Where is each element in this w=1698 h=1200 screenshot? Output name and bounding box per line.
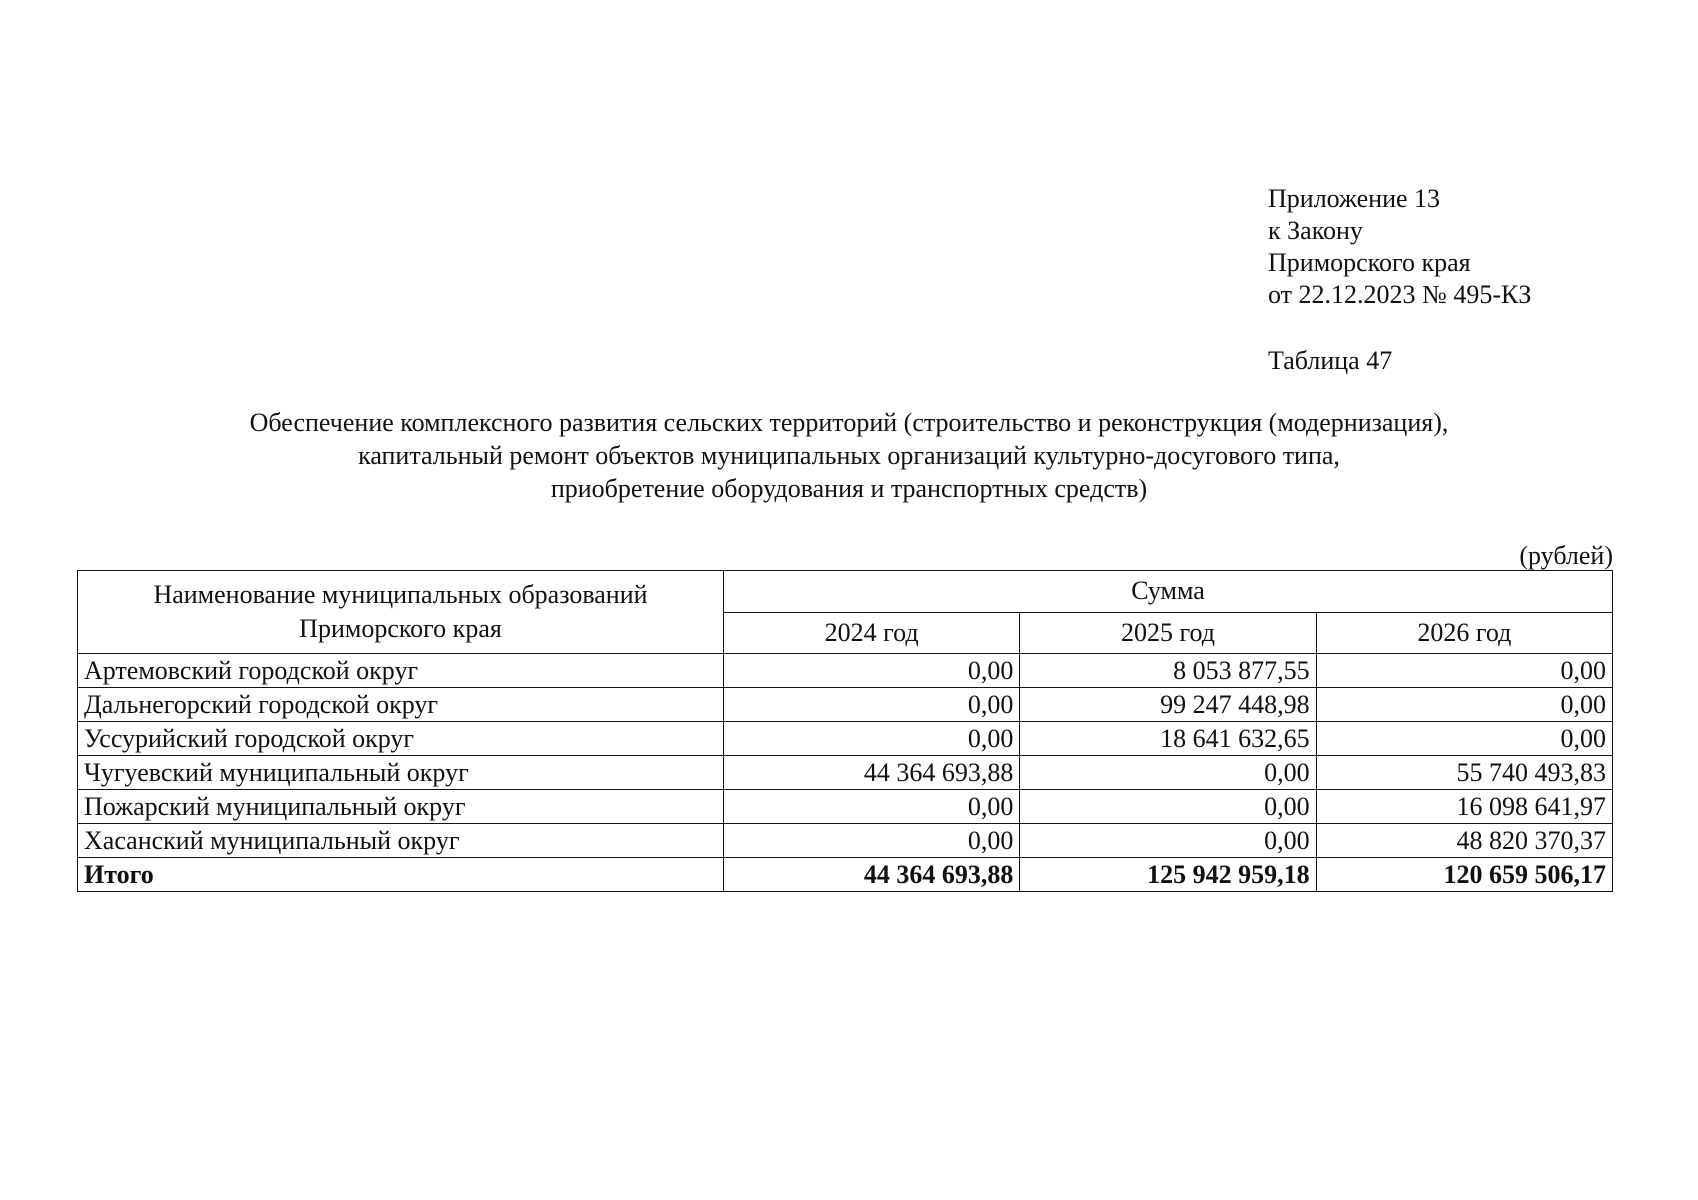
table-row <box>78 722 1613 756</box>
amount-2025: 99 247 448,98 <box>1020 688 1316 722</box>
table-number: Таблица 47 <box>1268 346 1393 375</box>
amount-2026: 0,00 <box>1316 722 1612 756</box>
appendix-line: от 22.12.2023 № 495-КЗ <box>1268 280 1532 309</box>
appendix-reference <box>1268 183 1531 311</box>
budget-table <box>77 570 1613 892</box>
table-row <box>78 654 1613 688</box>
name-header-line: Приморского края <box>299 614 502 643</box>
amount-2026: 0,00 <box>1316 654 1612 688</box>
table-header-row <box>78 571 1613 613</box>
sum-column-header: Сумма <box>724 571 1613 613</box>
amount-2024: 0,00 <box>724 688 1020 722</box>
appendix-line: Приморского края <box>1268 248 1471 277</box>
title-line: капитальный ремонт объектов муниципальных организаций культурно-досугового типа, <box>358 441 1340 470</box>
amount-2024: 0,00 <box>724 824 1020 858</box>
amount-2026: 48 820 370,37 <box>1316 824 1612 858</box>
municipality-name: Хасанский муниципальный округ <box>78 824 724 858</box>
amount-2025: 18 641 632,65 <box>1020 722 1316 756</box>
amount-2024: 0,00 <box>724 790 1020 824</box>
table-row <box>78 824 1613 858</box>
amount-2025: 8 053 877,55 <box>1020 654 1316 688</box>
amount-2025: 0,00 <box>1020 824 1316 858</box>
name-column-header <box>78 571 724 654</box>
year-header-2026: 2026 год <box>1316 612 1612 654</box>
municipality-name: Пожарский муниципальный округ <box>78 790 724 824</box>
municipality-name: Артемовский городской округ <box>78 654 724 688</box>
year-header-2024: 2024 год <box>724 612 1020 654</box>
total-2024: 44 364 693,88 <box>724 858 1020 892</box>
year-header-2025: 2025 год <box>1020 612 1316 654</box>
amount-2024: 0,00 <box>724 722 1020 756</box>
table-row <box>78 790 1613 824</box>
total-label: Итого <box>78 858 724 892</box>
municipality-name: Дальнегорский городской округ <box>78 688 724 722</box>
amount-2026: 55 740 493,83 <box>1316 756 1612 790</box>
appendix-line: Приложение 13 <box>1268 184 1441 213</box>
total-2026: 120 659 506,17 <box>1316 858 1612 892</box>
table-row <box>78 688 1613 722</box>
amount-2024: 44 364 693,88 <box>724 756 1020 790</box>
units-label: (рублей) <box>1519 541 1613 570</box>
total-row <box>78 858 1613 892</box>
table-row <box>78 756 1613 790</box>
document-title <box>0 406 1698 505</box>
appendix-line: к Закону <box>1268 216 1363 245</box>
municipality-name: Уссурийский городской округ <box>78 722 724 756</box>
amount-2025: 0,00 <box>1020 790 1316 824</box>
name-header-line: Наименование муниципальных образований <box>153 580 648 609</box>
amount-2026: 0,00 <box>1316 688 1612 722</box>
title-line: Обеспечение комплексного развития сельских территорий (строительство и реконструкция (модернизация), <box>249 408 1449 437</box>
amount-2025: 0,00 <box>1020 756 1316 790</box>
total-2025: 125 942 959,18 <box>1020 858 1316 892</box>
municipality-name: Чугуевский муниципальный округ <box>78 756 724 790</box>
title-line: приобретение оборудования и транспортных средств) <box>550 474 1148 503</box>
amount-2026: 16 098 641,97 <box>1316 790 1612 824</box>
amount-2024: 0,00 <box>724 654 1020 688</box>
